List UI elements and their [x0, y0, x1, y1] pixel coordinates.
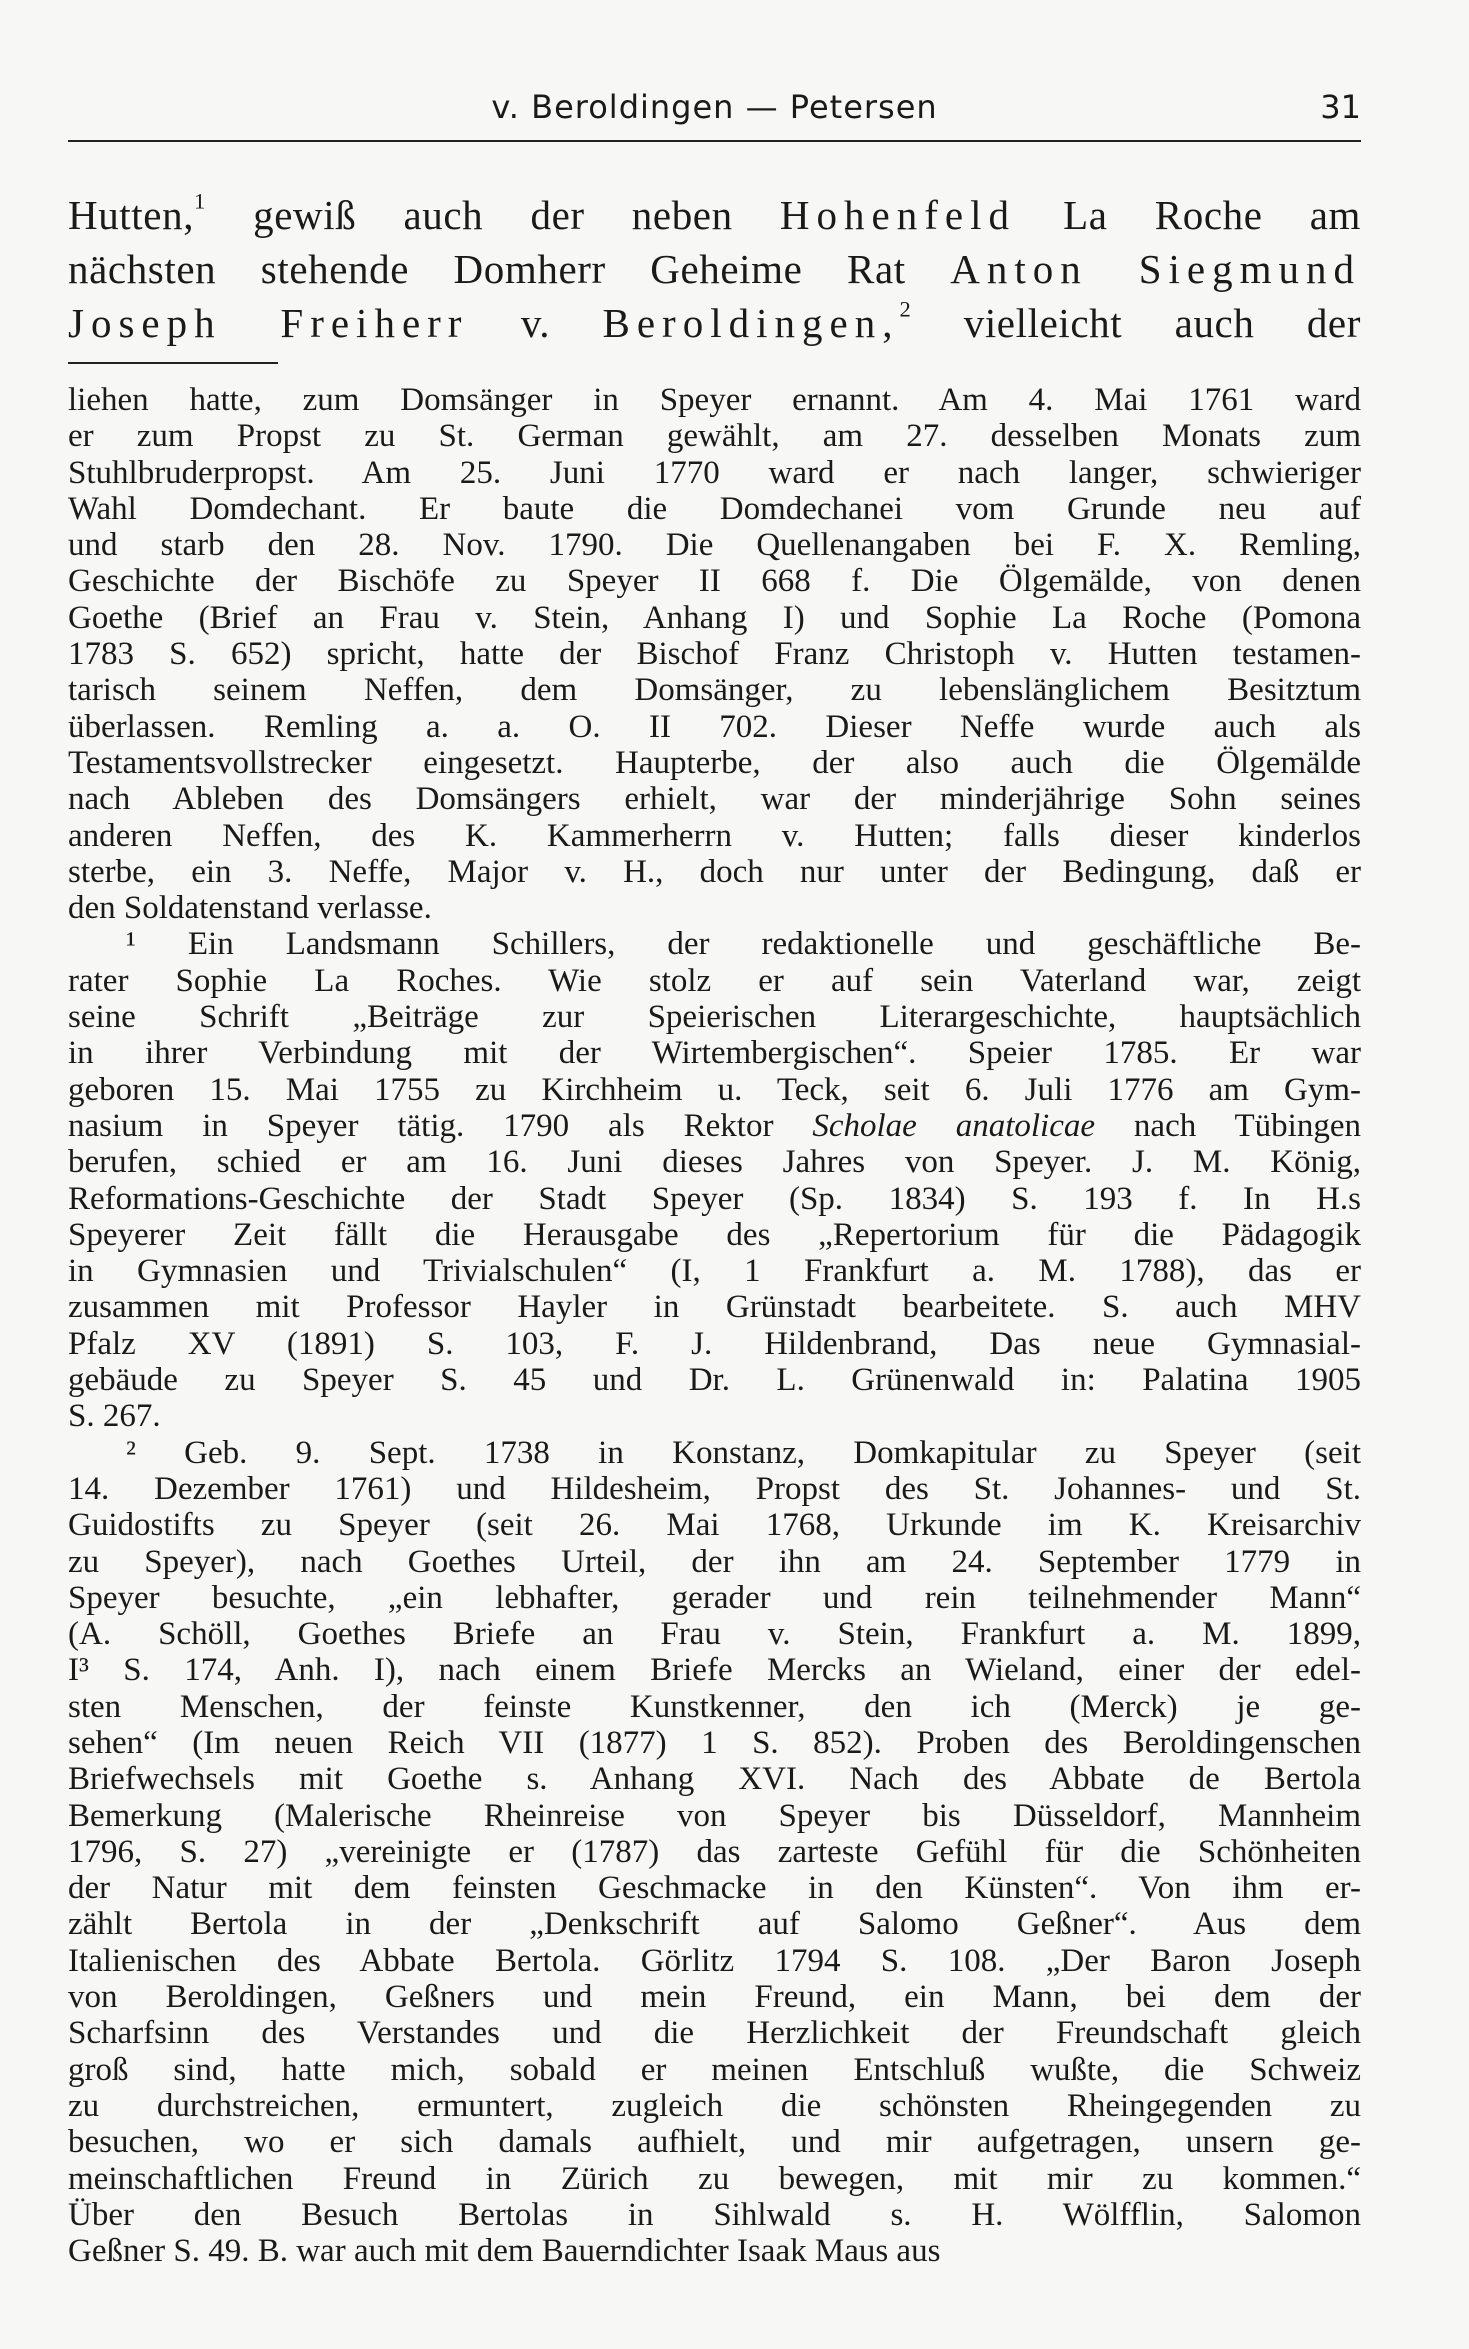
- footnote-line: Goethe (Brief an Frau v. Stein, Anhang I) und Sophie La Roche (Pomona: [68, 599, 1361, 636]
- footnote-line: Reformations-Geschichte der Stadt Speyer (Sp. 1834) S. 193 f. In H.s: [68, 1180, 1361, 1217]
- running-head: [68, 88, 1361, 138]
- footnote-line: 14. Dezember 1761) und Hildesheim, Propst des St. Johannes- und St.: [68, 1470, 1361, 1507]
- footnote-line: und starb den 28. Nov. 1790. Die Quellenangaben bei F. X. Remling,: [68, 527, 1361, 564]
- footnote-line: zählt Bertola in der „Denkschrift auf Salomo Geßner“. Aus dem: [68, 1906, 1361, 1943]
- footnote-line: in Gymnasien und Trivialschulen“ (I, 1 Frankfurt a. M. 1788), das er: [68, 1253, 1361, 1290]
- footnote-line: berufen, schied er am 16. Juni dieses Jahres von Speyer. J. M. König,: [68, 1144, 1361, 1181]
- footnote-line: besuchen, wo er sich damals aufhielt, und mir aufgetragen, unsern ge-: [68, 2124, 1361, 2161]
- footnote-line: I³ S. 174, Anh. I), nach einem Briefe Mercks an Wieland, einer der edel-: [68, 1652, 1361, 1689]
- footnote-line: groß sind, hatte mich, sobald er meinen Entschluß wußte, die Schweiz: [68, 2051, 1361, 2088]
- footnote-line: ² Geb. 9. Sept. 1738 in Konstanz, Domkapitular zu Speyer (seit: [126, 1434, 1361, 1471]
- footnote-line: Geßner S. 49. B. war auch mit dem Bauerndichter Isaak Maus aus: [68, 2233, 941, 2270]
- footnote-line: von Beroldingen, Geßners und mein Freund, ein Mann, bei dem der: [68, 1979, 1361, 2016]
- footnote-2: [68, 1435, 1361, 2270]
- footnote-line: Geschichte der Bischöfe zu Speyer II 668 f. Die Ölgemälde, von denen: [68, 563, 1361, 600]
- footnote-line: 1783 S. 652) spricht, hatte der Bischof Franz Christoph v. Hutten testamen-: [68, 636, 1361, 673]
- footnote-line: sehen“ (Im neuen Reich VII (1877) 1 S. 852). Proben des Beroldingenschen: [68, 1724, 1361, 1761]
- footnote-line: Briefwechsels mit Goethe s. Anhang XVI. Nach des Abbate de Bertola: [68, 1761, 1361, 1798]
- footnote-line: Scharfsinn des Verstandes und die Herzlichkeit der Freundschaft gleich: [68, 2015, 1361, 2052]
- footnote-line: ¹ Ein Landsmann Schillers, der redaktionelle und geschäftliche Be-: [126, 926, 1361, 963]
- footnote-line: 1796, S. 27) „vereinigte er (1787) das zarteste Gefühl für die Schönheiten: [68, 1833, 1361, 1870]
- footnote-line: Testamentsvollstrecker eingesetzt. Haupterbe, der also auch die Ölgemälde: [68, 744, 1361, 781]
- footnote-line: seine Schrift „Beiträge zur Speierischen Literargeschichte, hauptsächlich: [68, 999, 1361, 1036]
- page-number: 31: [1320, 88, 1361, 126]
- footnote-line: meinschaftlichen Freund in Zürich zu bewegen, mit mir zu kommen.“: [68, 2160, 1361, 2197]
- footnote-line: tarisch seinem Neffen, dem Domsänger, zu lebenslänglichem Besitztum: [68, 672, 1361, 709]
- footnote-line: der Natur mit dem feinsten Geschmacke in den Künsten“. Von ihm er-: [68, 1870, 1361, 1907]
- footnote-line: Speyer besuchte, „ein lebhafter, gerader und rein teilnehmender Mann“: [68, 1579, 1361, 1616]
- footnote-line: Speyerer Zeit fällt die Herausgabe des „Repertorium für die Pädagogik: [68, 1216, 1361, 1253]
- footnote-line: gebäude zu Speyer S. 45 und Dr. L. Grünenwald in: Palatina 1905: [68, 1362, 1361, 1399]
- main-text-line: Joseph Freiherr v. Beroldingen,$^2$ vielleicht auch der: [68, 296, 1361, 346]
- footnote-line: anderen Neffen, des K. Kammerherrn v. Hutten; falls dieser kinderlos: [68, 817, 1361, 854]
- footnote-line: in ihrer Verbindung mit der Wirtembergischen“. Speier 1785. Er war: [68, 1035, 1361, 1072]
- footnote-line: nasium in Speyer tätig. 1790 als Rektor Scholae anatolicae nach Tübingen: [68, 1107, 1361, 1144]
- main-text-line: Hutten,$^1$ gewiß auch der neben Hohenfeld La Roche am: [68, 188, 1361, 238]
- footnote-line: den Soldatenstand verlasse.: [68, 890, 432, 927]
- footnote-rule: [68, 362, 278, 364]
- footnote-line: sten Menschen, der feinste Kunstkenner, den ich (Merck) je ge-: [68, 1688, 1361, 1725]
- footnote-line: Stuhlbruderpropst. Am 25. Juni 1770 ward er nach langer, schwieriger: [68, 454, 1361, 491]
- footnote-line: rater Sophie La Roches. Wie stolz er auf sein Vaterland war, zeigt: [68, 962, 1361, 999]
- footnotes: [68, 382, 1361, 2269]
- footnote-line: Guidostifts zu Speyer (seit 26. Mai 1768, Urkunde im K. Kreisarchiv: [68, 1507, 1361, 1544]
- main-text-line: nächsten stehende Domherr Geheime Rat Anton Siegmund: [68, 246, 1361, 292]
- footnote-line: S. 267.: [68, 1398, 161, 1435]
- footnote-line: zu durchstreichen, ermuntert, zugleich die schönsten Rheingegenden zu: [68, 2087, 1361, 2124]
- footnote-line: Wahl Domdechant. Er baute die Domdechanei vom Grunde neu auf: [68, 490, 1361, 527]
- footnote-line: liehen hatte, zum Domsänger in Speyer ernannt. Am 4. Mai 1761 ward: [68, 382, 1361, 418]
- footnote-line: überlassen. Remling a. a. O. II 702. Dieser Neffe wurde auch als: [68, 708, 1361, 745]
- footnote-line: geboren 15. Mai 1755 zu Kirchheim u. Teck, seit 6. Juli 1776 am Gym-: [68, 1071, 1361, 1108]
- footnote-line: Pfalz XV (1891) S. 103, F. J. Hildenbrand, Das neue Gymnasial-: [68, 1325, 1361, 1362]
- footnote-line: zusammen mit Professor Hayler in Grünstadt bearbeitete. S. auch MHV: [68, 1289, 1361, 1326]
- footnote-line: sterbe, ein 3. Neffe, Major v. H., doch nur unter der Bedingung, daß er: [68, 853, 1361, 890]
- footnote-continuation: [68, 382, 1361, 926]
- footnote-line: Über den Besuch Bertolas in Sihlwald s. H. Wölfflin, Salomon: [68, 2196, 1361, 2233]
- header-rule: [68, 140, 1361, 142]
- footnote-line: er zum Propst zu St. German gewählt, am 27. desselben Monats zum: [68, 418, 1361, 455]
- footnote-line: Bemerkung (Malerische Rheinreise von Speyer bis Düsseldorf, Mannheim: [68, 1797, 1361, 1834]
- footnote-1: [68, 926, 1361, 1434]
- running-title: v. Beroldingen — Petersen: [491, 88, 938, 126]
- footnote-line: (A. Schöll, Goethes Briefe an Frau v. Stein, Frankfurt a. M. 1899,: [68, 1616, 1361, 1653]
- footnote-line: zu Speyer), nach Goethes Urteil, der ihn am 24. September 1779 in: [68, 1543, 1361, 1580]
- main-text: [68, 188, 1361, 350]
- footnote-line: nach Ableben des Domsängers erhielt, war der minderjährige Sohn seines: [68, 781, 1361, 818]
- footnote-line: Italienischen des Abbate Bertola. Görlitz 1794 S. 108. „Der Baron Joseph: [68, 1942, 1361, 1979]
